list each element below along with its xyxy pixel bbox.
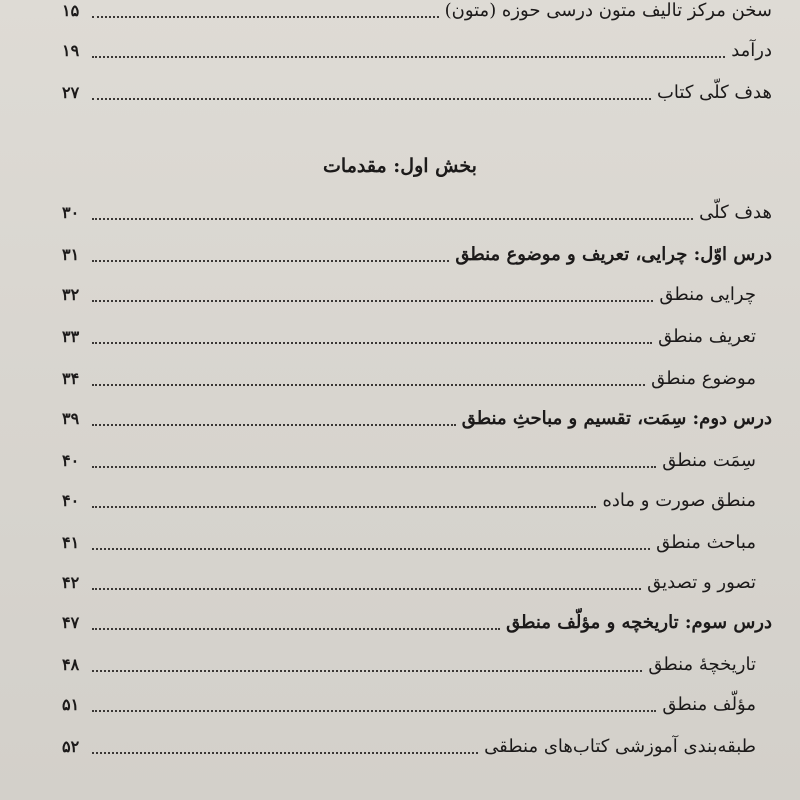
toc-entry-title: مباحث منطق xyxy=(656,532,756,553)
toc-entry-title: تعریف منطق xyxy=(658,326,756,347)
toc-entry-page: ۴۲ xyxy=(62,573,80,592)
toc-entry xyxy=(62,642,772,676)
toc-entry xyxy=(62,560,772,594)
toc-entry-title: مؤلّف منطق xyxy=(662,694,756,715)
dot-leader xyxy=(92,465,656,468)
toc-entry-page: ۳۳ xyxy=(62,327,80,346)
toc-entry-title: هدف کلّی xyxy=(699,202,772,223)
toc-entry xyxy=(62,724,772,758)
toc-entry-page: ۳۰ xyxy=(62,203,80,222)
toc-entry-page: ۱۵ xyxy=(62,1,80,20)
toc-entry-page: ۳۲ xyxy=(62,285,80,304)
toc-entry xyxy=(62,314,772,348)
toc-entry xyxy=(62,0,772,22)
toc-entry-page: ۳۹ xyxy=(62,409,80,428)
dot-leader xyxy=(92,669,642,672)
dot-leader xyxy=(92,383,645,386)
toc-entry-title: درس دوم: سِمَت، تقسیم و مباحثِ منطق xyxy=(461,408,772,429)
dot-leader xyxy=(92,627,500,630)
toc-entry-title: درآمد xyxy=(731,40,772,61)
toc-entry-title: درس سوم: تاریخچه و مؤلّف منطق xyxy=(506,612,772,633)
toc-entry-title: درس اوّل: چرایی، تعریف و موضوع منطق xyxy=(455,244,772,265)
dot-leader xyxy=(92,341,652,344)
toc-entry xyxy=(62,190,772,224)
dot-leader xyxy=(92,587,641,590)
toc-entry-title: طبقه‌بندی آموزشی کتاب‌های منطقی xyxy=(484,736,756,757)
toc-entry-page: ۲۷ xyxy=(62,83,80,102)
toc-entry-page: ۳۴ xyxy=(62,369,80,388)
toc-entry xyxy=(62,356,772,390)
toc-entry-page: ۵۲ xyxy=(62,737,80,756)
toc-entry-title: سِمَت منطق xyxy=(662,450,756,471)
toc-entry-page: ۵۱ xyxy=(62,695,80,714)
toc-lesson-entry xyxy=(62,396,772,430)
toc-entry-page: ۱۹ xyxy=(62,41,80,60)
toc-entry-page: ۴۰ xyxy=(62,491,80,510)
toc-entry-title: تصور و تصدیق xyxy=(647,572,756,593)
toc-entry xyxy=(62,70,772,104)
dot-leader xyxy=(92,217,693,220)
toc-entry-page: ۴۷ xyxy=(62,613,80,632)
toc-entry xyxy=(62,478,772,512)
dot-leader xyxy=(92,299,653,302)
dot-leader xyxy=(92,505,596,508)
toc-entry xyxy=(62,520,772,554)
dot-leader xyxy=(92,55,725,58)
toc-entry xyxy=(62,272,772,306)
toc-entry-page: ۴۱ xyxy=(62,533,80,552)
section-heading: بخش اول: مقدمات xyxy=(323,155,477,177)
dot-leader xyxy=(92,709,656,712)
dot-leader xyxy=(92,547,650,550)
toc-entry-title: هدف کلّی کتاب xyxy=(656,82,772,103)
toc-entry-title: سخن مرکز تالیف متون درسی حوزه (متون) xyxy=(444,0,772,21)
toc-entry-title: تاریخچهٔ منطق xyxy=(648,654,756,675)
dot-leader xyxy=(92,97,651,100)
toc-lesson-entry xyxy=(62,232,772,266)
toc-entry xyxy=(62,682,772,716)
dot-leader xyxy=(92,15,439,18)
toc-lesson-entry xyxy=(62,600,772,634)
dot-leader xyxy=(92,259,449,262)
toc-entry xyxy=(62,28,772,62)
toc-entry-page: ۴۸ xyxy=(62,655,80,674)
toc-entry-page: ۳۱ xyxy=(62,245,80,264)
dot-leader xyxy=(92,751,478,754)
toc-entry xyxy=(62,438,772,472)
toc-entry-title: موضوع منطق xyxy=(651,368,756,389)
dot-leader xyxy=(92,423,456,426)
toc-entry-title: منطق صورت و ماده xyxy=(602,490,756,511)
toc-entry-title: چرایی منطق xyxy=(659,284,756,305)
toc-entry-page: ۴۰ xyxy=(62,451,80,470)
